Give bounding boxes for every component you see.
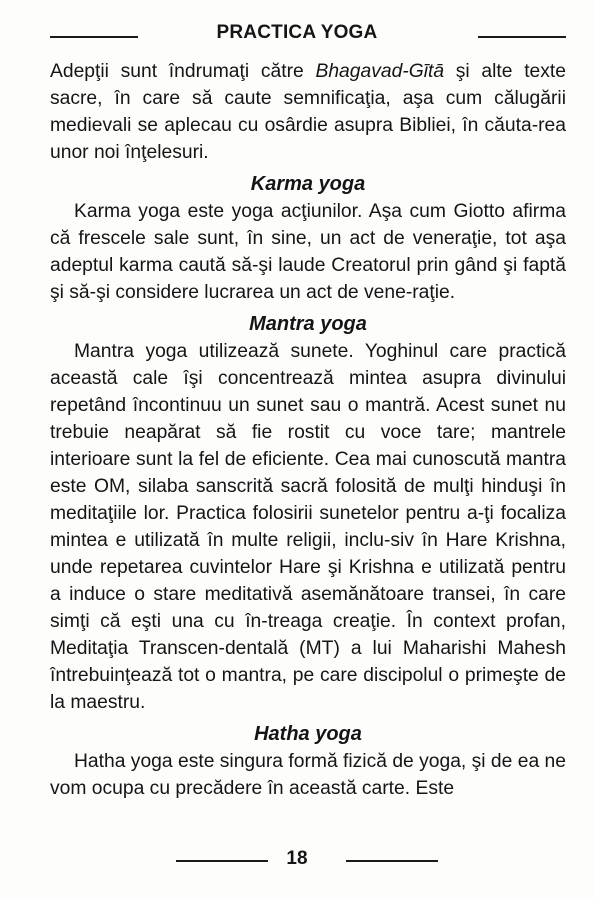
intro-paragraph bbox=[50, 58, 566, 166]
header-rule-right bbox=[478, 36, 566, 38]
section-paragraph-hatha-yoga: Hatha yoga este singura formă fizică de yoga, şi de ea ne vom ocupa cu precădere în această carte. Este bbox=[50, 751, 566, 799]
page-number: 18 bbox=[286, 848, 308, 869]
section-heading-hatha-yoga: Hatha yoga bbox=[254, 723, 362, 745]
page-footer bbox=[0, 840, 594, 880]
page-content bbox=[50, 58, 566, 802]
section-heading-karma-yoga: Karma yoga bbox=[250, 173, 366, 195]
section-paragraph-mantra-yoga: Mantra yoga utilizează sunete. Yoghinul care practică această cale îşi concentrează mintea asupra divinului repetând încontinuu un sunet sau o mantră. Acest sunet nu trebuie neapărat să fie rostit cu voce tare; mantrele interioare sunt la fel de eficiente. Cea mai cunoscută mantra este OM, silaba sanscrită sacră folosită de mulţi hinduşi în meditaţiile lor. Practica folosirii sunetelor pentru a-ţi focaliza mintea e utilizată în multe religii, inclu-siv în Hare Krishna, unde repetarea cuvintelor Hare şi Krishna e utilizată pentru a induce o stare meditativă asemănătoare transei, în care simţi că eşti una cu în-treaga creaţie. În context profan, Meditaţia Transcen-dentală (MT) a lui Maharishi Mahesh întrebuinţează tot o mantra, pe care discipolul o primeşte de la maestru. bbox=[50, 341, 566, 713]
intro-text-before: Adepţii sunt îndrumaţi către bbox=[50, 61, 316, 82]
footer-rule-right bbox=[346, 860, 438, 862]
page-header bbox=[0, 14, 594, 50]
section-heading-mantra-yoga: Mantra yoga bbox=[249, 313, 367, 335]
intro-text-after: şi alte texte sacre, în care să caute semnificaţia, aşa cum călugării medievali se aplecau cu osârdie asupra Bibliei, în căuta-rea unor noi înţelesuri. bbox=[50, 61, 566, 163]
section-paragraph-karma-yoga: Karma yoga este yoga acţiunilor. Aşa cum Giotto afirma că frescele sale sunt, în sine, un act de veneraţie, tot aşa adeptul karma caută să-şi laude Creatorul prin gând şi faptă şi să-şi considere lucrarea un act de vene-raţie. bbox=[50, 201, 566, 303]
running-title: PRACTICA YOGA bbox=[216, 22, 378, 43]
intro-text-emphasis: Bhagavad-Gītā bbox=[315, 61, 445, 82]
